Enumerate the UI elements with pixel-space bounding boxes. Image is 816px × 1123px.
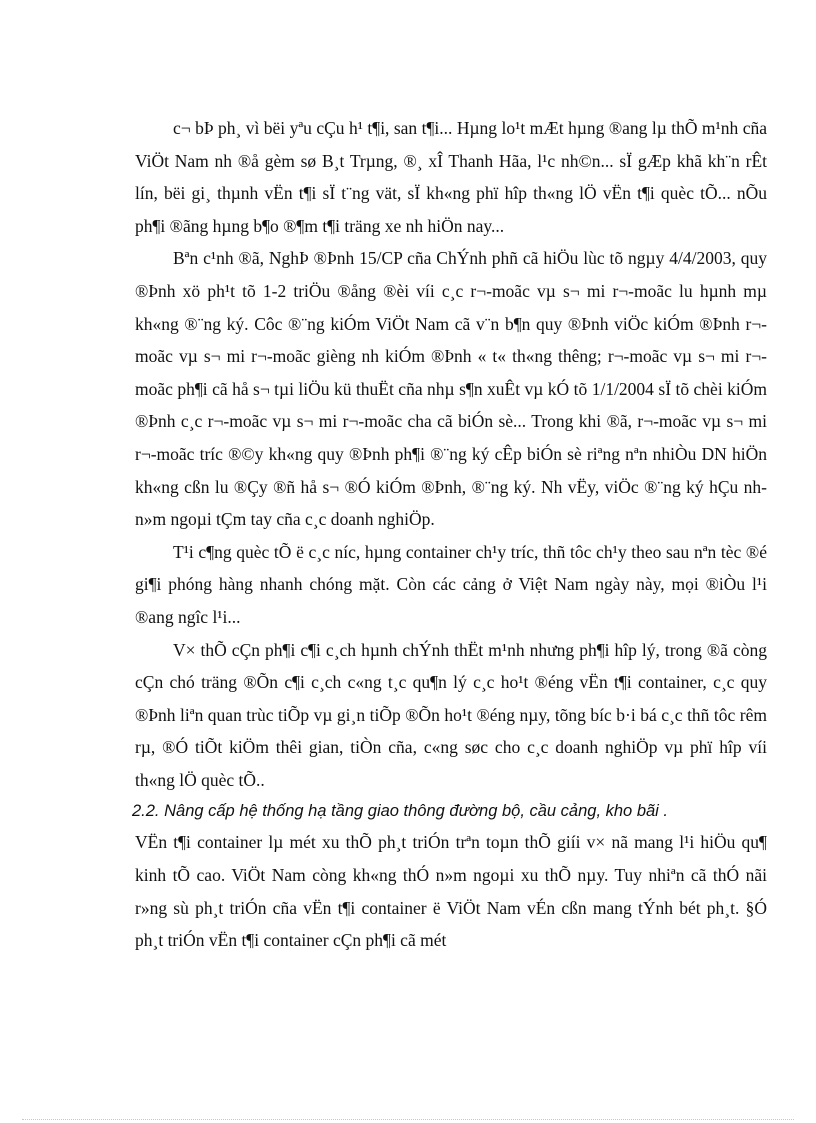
section-heading: 2.2. Nâng cấp hệ thống hạ tầng giao thông đường bộ, cầu cảng, kho bãi . <box>132 802 669 821</box>
document-body <box>132 112 767 957</box>
paragraph-4: V× thÕ cÇn ph¶i c¶i c¸ch hµnh chÝnh thËt m¹nh nhưng ph¶i hîp lý, trong ®ã còng cÇn chó träng ®Õn c¶i c¸ch c«ng t¸c qu¶n lý c¸c ho¹t ®éng vËn t¶i container, c¸c quy ®Þnh liªn quan trùc tiÕp vµ gi¸n tiÕp ®Õn ho¹t ®éng nµy, tõng bíc b·i bá c¸c thñ tôc rêm rµ, ®Ó tiÕt kiÖm thêi gian, tiÒn cña, c«ng søc cho c¸c doanh nghiÖp vµ phï hîp víi th«ng lÖ quèc tÕ.. <box>135 639 767 790</box>
paragraph-3: T¹i c¶ng quèc tÕ ë c¸c níc, hµng container ch¹y tríc, thñ tôc ch¹y theo sau nªn tèc ®é gi¶i phóng hàng nhanh chóng mặt. Còn các cảng ở Việt Nam ngày này, mọi ®iÒu l¹i ®ang ngîc l¹i... <box>135 541 767 627</box>
paragraph-2: Bªn c¹nh ®ã, NghÞ ®Þnh 15/CP cña ChÝnh phñ cã hiÖu lùc tõ ngµy 4/4/2003, quy ®Þnh xö ph¹t tõ 1-2 triÖu ®ång ®èi víi c¸c r¬-moãc vµ s¬ mi r¬-moãc lu hµnh mµ kh«ng ®¨ng ký. Côc ®¨ng kiÓm ViÖt Nam cã v¨n b¶n quy ®Þnh viÖc kiÓm ®Þnh r¬-moãc vµ s¬ mi r¬-moãc gièng nh kiÓm ®Þnh « t« th«ng thêng; r¬-moãc vµ s¬ mi r¬-moãc ph¶i cã hå s¬ tµi liÖu kü thuËt cña nhµ s¶n xuÊt vµ kÓ tõ 1/1/2004 sÏ tõ chèi kiÓm ®Þnh c¸c r¬-moãc vµ s¬ mi r¬-moãc cha cã biÓn sè... Trong khi ®ã, r¬-moãc vµ s¬ mi r¬-moãc tríc ®©y kh«ng quy ®Þnh ph¶i ®¨ng ký cÊp biÓn sè riªng nªn nhiÒu DN hiÖn kh«ng cßn lu ®Çy ®ñ hå s¬ ®Ó kiÓm ®Þnh, ®¨ng ký. Nh vËy, viÖc ®¨ng ký hÇu nh n»m ngoµi tÇm tay cña c¸c doanh nghiÖp. <box>135 248 767 530</box>
section-paragraph: VËn t¶i container lµ mét xu thÕ ph¸t triÓn trªn toµn thÕ giíi v× nã mang l¹i hiÖu qu¶ kinh tÕ cao. ViÖt Nam còng kh«ng thÓ n»m ngoµi xu thÕ nµy. Tuy nhiªn cã thÓ nãi r»ng sù ph¸t triÓn cña vËn t¶i container ë ViÖt Nam vÉn cßn mang tÝnh bét ph¸t. §Ó ph¸t triÓn vËn t¶i container cÇn ph¶i cã mét <box>135 832 767 951</box>
paragraph-1: c¬ bÞ ph¸ vì bëi yªu cÇu h¹ t¶i, san t¶i... Hµng lo¹t mÆt hµng ®ang lµ thÕ m¹nh cña ViÖt Nam nh ®å gèm sø B¸t Trµng, ®¸ xÎ Thanh Hãa, l¹c nh©n... sÏ gÆp khã kh¨n rÊt lín, bëi gi¸ thµnh vËn t¶i sÏ t¨ng vät, sÏ kh«ng phï hîp th«ng lÖ vËn t¶i quèc tÕ... nÕu ph¶i ®ãng hµng b¶o ®¶m t¶i träng xe nh hiÖn nay... <box>135 118 767 236</box>
page-bottom-rule <box>22 1119 794 1120</box>
